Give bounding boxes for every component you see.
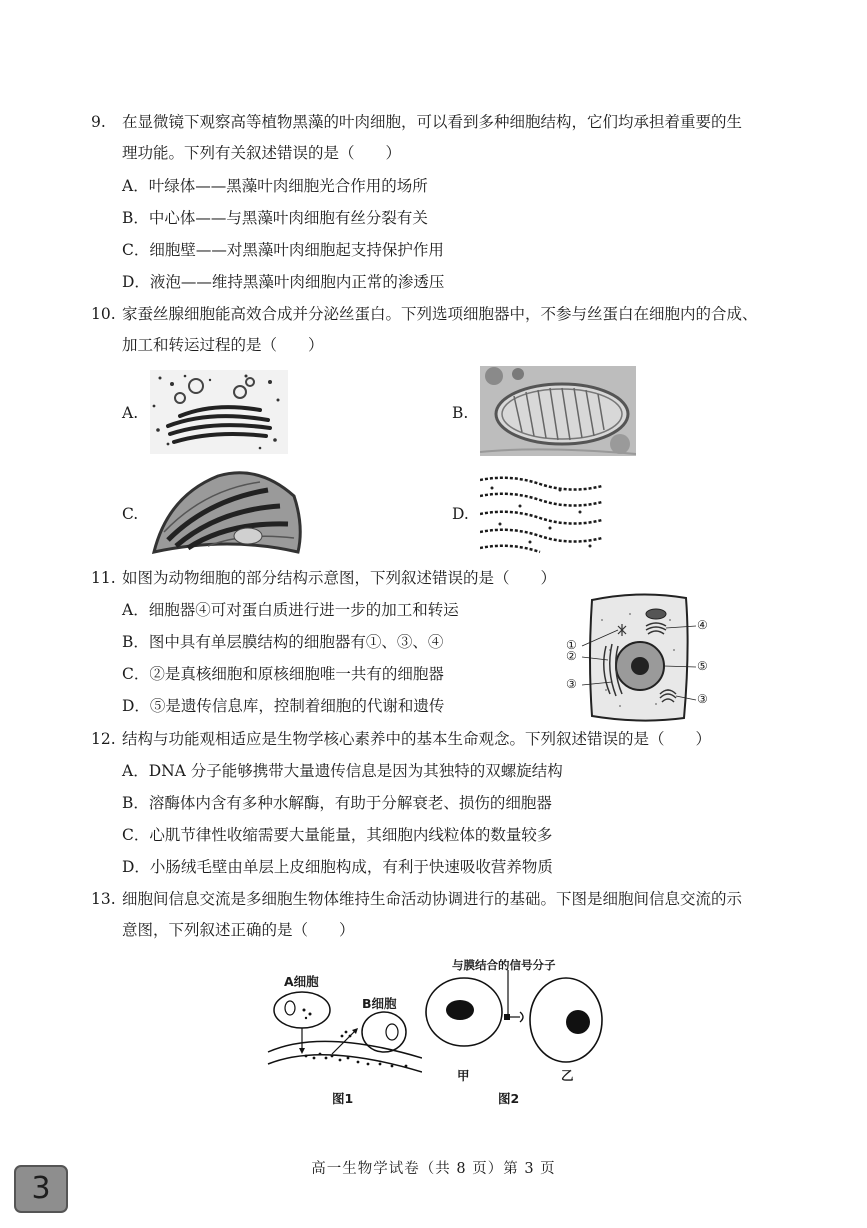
fig1-caption: 图1 (332, 1091, 354, 1106)
cell-label-5: ⑤ (697, 659, 708, 673)
q12-stem: 结构与功能观相适应是生物学核心素养中的基本生命观念。下列叙述错误的是（ ） (122, 730, 712, 748)
q12-number: 12. (91, 730, 116, 748)
fig2-signal-label: 与膜结合的信号分子 (452, 958, 556, 972)
q13-stem-line2: 意图，下列叙述正确的是（ ） (122, 921, 355, 939)
q13-number: 13. (91, 890, 116, 908)
cell-label-4: ④ (697, 618, 708, 632)
q10-label-c: C. (122, 505, 139, 523)
q10-number: 10. (91, 305, 116, 323)
q9-option-a: A．叶绿体——黑藻叶肉细胞光合作用的场所 (122, 177, 428, 195)
animal-cell-diagram (560, 590, 720, 724)
chloroplast-micrograph (148, 466, 304, 558)
page-footer: 高一生物学试卷（共 8 页）第 3 页 (311, 1161, 556, 1177)
q13-stem-line1: 细胞间信息交流是多细胞生物体维持生命活动协调进行的基础。下图是细胞间信息交流的示 (122, 890, 743, 908)
q11-stem: 如图为动物细胞的部分结构示意图，下列叙述错误的是（ ） (122, 569, 557, 587)
q9-option-c: C．细胞壁——对黑藻叶肉细胞起支持保护作用 (122, 241, 444, 259)
q11-option-d: D．⑤是遗传信息库，控制着细胞的代谢和遗传 (122, 697, 445, 715)
fig1-a-cell-label: A细胞 (284, 974, 319, 989)
page-number-badge: 3 (14, 1165, 68, 1213)
q12-option-a: A．DNA 分子能够携带大量遗传信息是因为其独特的双螺旋结构 (122, 762, 563, 780)
q10-label-d: D. (452, 505, 469, 523)
q9-number: 9. (91, 113, 106, 131)
cell-label-3: ③ (566, 677, 577, 691)
golgi-micrograph (150, 370, 288, 454)
cell-label-1: ① (566, 638, 577, 652)
q11-option-a: A．细胞器④可对蛋白质进行进一步的加工和转运 (122, 601, 459, 619)
figure-2 (420, 970, 610, 1070)
q11-option-b: B．图中具有单层膜结构的细胞器有①、③、④ (122, 633, 444, 651)
fig2-caption: 图2 (498, 1091, 520, 1106)
fig2-yi-label: 乙 (561, 1068, 574, 1083)
q11-number: 11. (91, 569, 116, 587)
q10-label-b: B. (452, 404, 469, 422)
fig1-b-cell-label: B细胞 (362, 996, 397, 1011)
q9-stem-line2: 理功能。下列有关叙述错误的是（ ） (122, 144, 402, 162)
q9-option-d: D．液泡——维持黑藻叶肉细胞内正常的渗透压 (122, 273, 445, 291)
q12-option-c: C．心肌节律性收缩需要大量能量，其细胞内线粒体的数量较多 (122, 826, 553, 844)
q11-option-c: C．②是真核细胞和原核细胞唯一共有的细胞器 (122, 665, 444, 683)
q10-label-a: A. (122, 404, 139, 422)
cell-label-2: ② (566, 649, 577, 663)
q10-stem-line1: 家蚕丝腺细胞能高效合成并分泌丝蛋白。下列选项细胞器中，不参与丝蛋白在细胞内的合成、 (122, 305, 758, 323)
q9-option-b: B．中心体——与黑藻叶肉细胞有丝分裂有关 (122, 209, 428, 227)
q12-option-d: D．小肠绒毛壁由单层上皮细胞构成，有利于快速吸收营养物质 (122, 858, 553, 876)
q10-stem-line2: 加工和转运过程的是（ ） (122, 336, 324, 354)
q9-stem-line1: 在显微镜下观察高等植物黑藻的叶肉细胞，可以看到多种细胞结构，它们均承担着重要的生 (122, 113, 743, 131)
fig2-jia-label: 甲 (457, 1068, 470, 1083)
cell-label-3b: ③ (697, 692, 708, 706)
er-micrograph (480, 470, 602, 554)
mitochondrion-micrograph (480, 366, 636, 456)
q12-option-b: B．溶酶体内含有多种水解酶，有助于分解衰老、损伤的细胞器 (122, 794, 552, 812)
